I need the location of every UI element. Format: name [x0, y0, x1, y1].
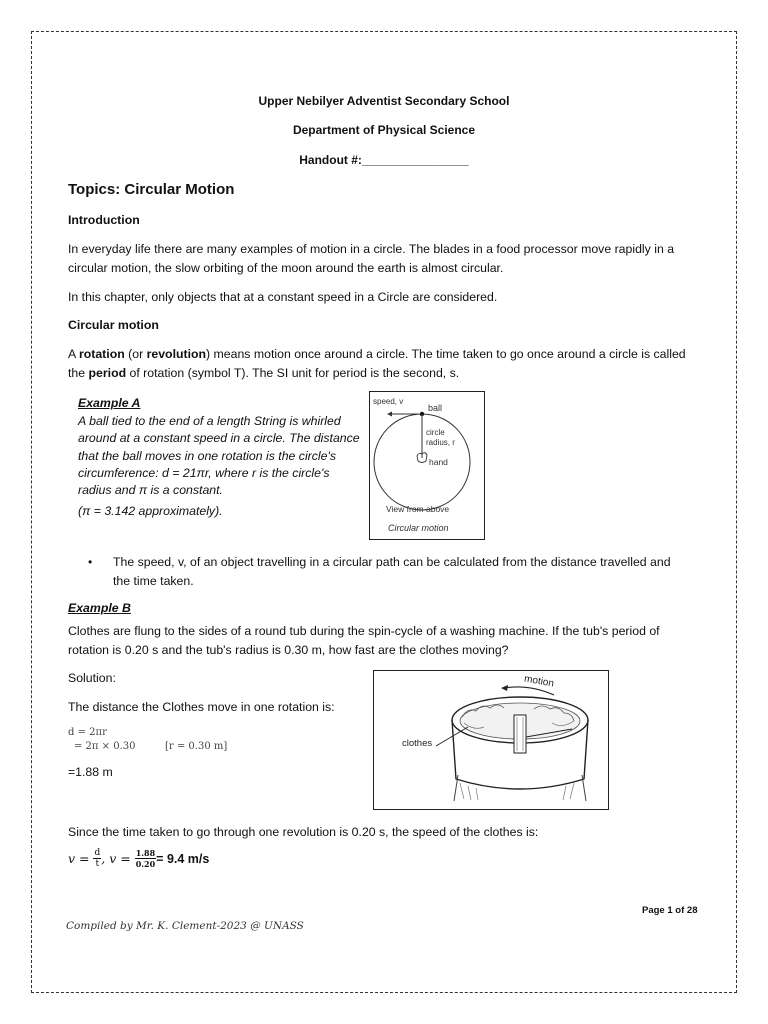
solution-label: Solution:	[68, 671, 116, 685]
department-name: Department of Physical Science	[292, 123, 476, 137]
equation-1: d = 2πr	[68, 727, 107, 738]
page-number	[642, 905, 697, 916]
washing-machine-figure	[373, 670, 609, 810]
since-text: Since the time taken to go through one revolution is 0.20 s, the speed of the clothes is:	[68, 825, 539, 839]
fraction-numerator: 1.88	[135, 848, 156, 858]
term-period: period	[88, 366, 127, 380]
figure-a-caption: Circular motion	[388, 523, 449, 533]
distance-text: The distance the Clothes move in one rotation is:	[68, 700, 335, 714]
bullet-line-2: the time taken.	[113, 574, 194, 588]
text-rest-1: ) means motion once around a circle. The time taken to go once around a circle is called	[206, 347, 686, 361]
page-of: of	[672, 905, 687, 916]
speed-answer: = 9.4 m/s	[156, 851, 210, 866]
text-rest-2: of rotation (symbol T). The SI unit for period is the second, s.	[126, 366, 460, 380]
intro-paragraph-1	[68, 240, 708, 278]
example-b-title: Example B	[68, 601, 131, 615]
fraction-d: d	[94, 848, 101, 858]
intro-paragraph-2: In this chapter, only objects that at a constant speed in a Circle are considered.	[68, 290, 498, 304]
circular-motion-figure	[369, 391, 485, 540]
example-a-line-2: around at a constant speed in a circle. The distance	[78, 431, 360, 446]
formula-v-2: , v =	[101, 851, 135, 866]
example-a-line-4: circumference: d = 21πr, where r is the circle's	[78, 465, 330, 480]
fraction-denominator: 0.20	[135, 859, 156, 869]
example-b-question	[68, 622, 728, 660]
example-a-title: Example A	[78, 396, 141, 410]
speed-formula	[68, 848, 209, 869]
example-b-line-1: Clothes are flung to the sides of a round tub during the spin-cycle of a washing machine. If the tub's period of	[68, 624, 660, 638]
text-a: A	[68, 347, 79, 361]
distance-result: =1.88 m	[68, 765, 113, 779]
clothes-label: clothes	[402, 738, 433, 749]
example-a-line-6: (π = 3.142 approximately).	[78, 504, 223, 519]
hand-label: hand	[429, 457, 448, 467]
example-a-line-1: A ball tied to the end of a length String is whirled	[78, 414, 341, 428]
fraction-numeric	[135, 848, 156, 869]
fraction-d-over-t	[93, 848, 101, 869]
circular-motion-diagram	[370, 392, 484, 539]
page-prefix: Page	[642, 905, 668, 916]
motion-arrowhead	[501, 685, 508, 691]
intro-heading: Introduction	[68, 213, 140, 227]
bullet-line-1: The speed, v, of an object travelling in a circular path can be calculated from the distance travelled and	[113, 555, 671, 569]
radius-label-line-2: radius, r	[426, 438, 455, 447]
example-a-line-5: radius and π is a constant.	[78, 483, 223, 498]
speed-label: speed, v	[373, 397, 404, 406]
circular-motion-line-2	[68, 364, 728, 383]
intro-line-1: In everyday life there are many examples of motion in a circle. The blades in a food processor move rapidly in a	[68, 242, 675, 256]
formula-v-1: v =	[68, 851, 94, 866]
page-title: Topics: Circular Motion	[68, 181, 235, 198]
example-b-line-2: rotation is 0.20 s and the tub's radius is 0.30 m, how fast are the clothes moving?	[68, 643, 509, 657]
radius-label-line-1: circle	[426, 428, 445, 437]
handout-number: Handout #:________________	[299, 153, 469, 167]
circular-motion-paragraph	[68, 345, 728, 383]
ball-label: ball	[428, 403, 443, 413]
bullet-dot: •	[88, 555, 93, 569]
view-label: View from above	[386, 504, 450, 514]
tub-base-edges	[454, 775, 586, 801]
speed-arrowhead	[387, 412, 392, 417]
text-the: the	[68, 366, 89, 380]
radius-label	[426, 428, 455, 448]
page-current: 1	[667, 905, 673, 916]
example-a-line-3: that the ball moves in one rotation is the circle's	[78, 448, 336, 463]
school-name: Upper Nebilyer Adventist Secondary School	[258, 94, 510, 108]
footer-signature: Compiled by Mr. K. Clement-2023 @ UNASS	[66, 920, 304, 932]
text-or: (or	[124, 347, 147, 361]
motion-label: motion	[523, 673, 555, 690]
fraction-t: t	[95, 859, 100, 869]
equation-2-note: [r = 0.30 m]	[165, 741, 228, 752]
circular-motion-heading: Circular motion	[68, 318, 159, 332]
circular-motion-line-1	[68, 345, 728, 364]
term-revolution: revolution	[146, 347, 207, 361]
bullet-text	[113, 553, 713, 591]
intro-line-2: circular motion, the slow orbiting of the moon around the earth is almost circular.	[68, 261, 504, 275]
example-a-text	[78, 413, 366, 521]
agitator	[514, 715, 526, 753]
term-rotation: rotation	[78, 347, 125, 361]
equation-2: = 2π × 0.30	[74, 741, 136, 752]
page-total: 28	[686, 905, 698, 916]
